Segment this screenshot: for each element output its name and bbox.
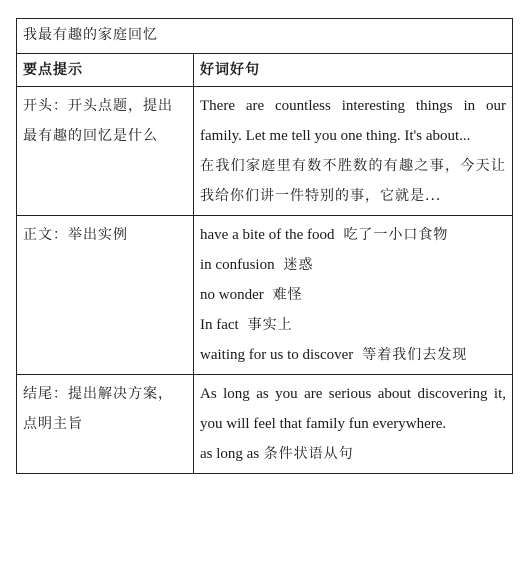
table-row-body <box>17 216 513 375</box>
phrase-english: no wonder <box>200 287 264 303</box>
opening-content <box>194 87 513 216</box>
phrase-english: have a bite of the food <box>200 227 335 243</box>
phrase-chinese: 条件状语从句 <box>263 446 354 462</box>
phrase-english: waiting for us to discover <box>200 347 354 363</box>
phrase-item <box>200 280 506 310</box>
phrase-english: in confusion <box>200 257 275 273</box>
phrase-chinese: 难怪 <box>272 287 303 303</box>
header-good-words: 好词好句 <box>194 54 513 87</box>
phrase-chinese: 事实上 <box>247 317 293 333</box>
phrase-chinese: 吃了一小口食物 <box>343 227 449 243</box>
body-phrases <box>194 216 513 375</box>
phrase-item <box>200 310 506 340</box>
table-title-row <box>17 19 513 54</box>
phrase-item <box>200 340 506 370</box>
opening-point: 开头：开头点题，提出最有趣的回忆是什么 <box>17 87 194 216</box>
header-key-points: 要点提示 <box>17 54 194 87</box>
ending-sentence: As long as you are serious about discovering it, you will feel that family fun everywhere. <box>200 386 506 432</box>
phrase-item <box>200 220 506 250</box>
memory-table-sheet <box>16 18 513 474</box>
table-row-opening <box>17 87 513 216</box>
opening-english: There are countless interesting things in our family. Let me tell you one thing. It's about... <box>200 98 506 144</box>
ending-content <box>194 375 513 474</box>
table-title: 我最有趣的家庭回忆 <box>17 19 513 54</box>
body-point: 正文：举出实例 <box>17 216 194 375</box>
phrase-chinese: 迷惑 <box>283 257 314 273</box>
phrase-item <box>200 250 506 280</box>
phrase-english: In fact <box>200 317 239 333</box>
phrase-english: as long as <box>200 446 260 462</box>
memory-table <box>16 18 513 474</box>
phrase-chinese: 等着我们去发现 <box>362 347 468 363</box>
ending-point: 结尾：提出解决方案，点明主旨 <box>17 375 194 474</box>
table-header-row <box>17 54 513 87</box>
opening-chinese: 在我们家庭里有数不胜数的有趣之事，今天让我给你们讲一件特别的事，它就是... <box>200 158 506 204</box>
phrase-item <box>200 439 506 469</box>
table-row-ending <box>17 375 513 474</box>
